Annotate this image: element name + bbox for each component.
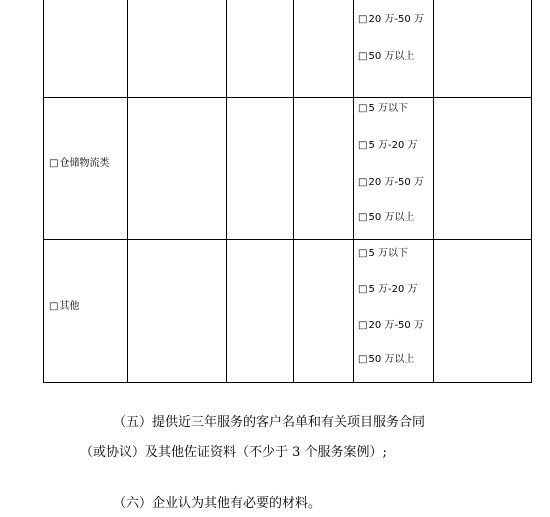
paragraph-item-5-line2: （或协议）及其他佐证资料（不少于 3 个服务案例）; xyxy=(80,445,387,460)
scale-option: □5 万-20 万 xyxy=(358,140,418,151)
table-row-divider xyxy=(43,239,532,240)
scale-option: □5 万以下 xyxy=(358,103,408,114)
scale-option: □20 万-50 万 xyxy=(358,177,424,188)
service-scale-table xyxy=(43,0,532,383)
checkbox-icon: □ xyxy=(358,248,368,259)
table-border-right xyxy=(531,0,532,383)
checkbox-icon: □ xyxy=(358,320,368,331)
category-label: □仓储物流类 xyxy=(49,158,110,169)
table-column-divider xyxy=(127,0,128,383)
scale-option: □5 万-20 万 xyxy=(358,284,418,295)
checkbox-icon: □ xyxy=(358,284,368,295)
checkbox-icon: □ xyxy=(49,158,59,169)
table-row-divider xyxy=(43,97,532,98)
table-column-divider xyxy=(353,0,354,383)
scale-option: □50 万以上 xyxy=(358,354,415,365)
table-border-bottom xyxy=(43,382,532,383)
category-label: □其他 xyxy=(49,301,80,312)
checkbox-icon: □ xyxy=(358,177,368,188)
table-column-divider xyxy=(293,0,294,383)
checkbox-icon: □ xyxy=(358,51,368,62)
scale-option: □20 万-50 万 xyxy=(358,320,424,331)
checkbox-icon: □ xyxy=(49,301,59,312)
table-border-left xyxy=(43,0,44,383)
scale-option: □50 万以上 xyxy=(358,51,415,62)
table-column-divider xyxy=(226,0,227,383)
checkbox-icon: □ xyxy=(358,14,368,25)
paragraph-item-6: （六）企业认为其他有必要的材料。 xyxy=(113,496,322,511)
scale-option: □5 万以下 xyxy=(358,248,408,259)
paragraph-item-5-line1: （五）提供近三年服务的客户名单和有关项目服务合同 xyxy=(113,415,426,430)
checkbox-icon: □ xyxy=(358,354,368,365)
scale-option: □20 万-50 万 xyxy=(358,14,424,25)
checkbox-icon: □ xyxy=(358,140,368,151)
checkbox-icon: □ xyxy=(358,103,368,114)
table-column-divider xyxy=(433,0,434,383)
scale-option: □50 万以上 xyxy=(358,212,415,223)
checkbox-icon: □ xyxy=(358,212,368,223)
